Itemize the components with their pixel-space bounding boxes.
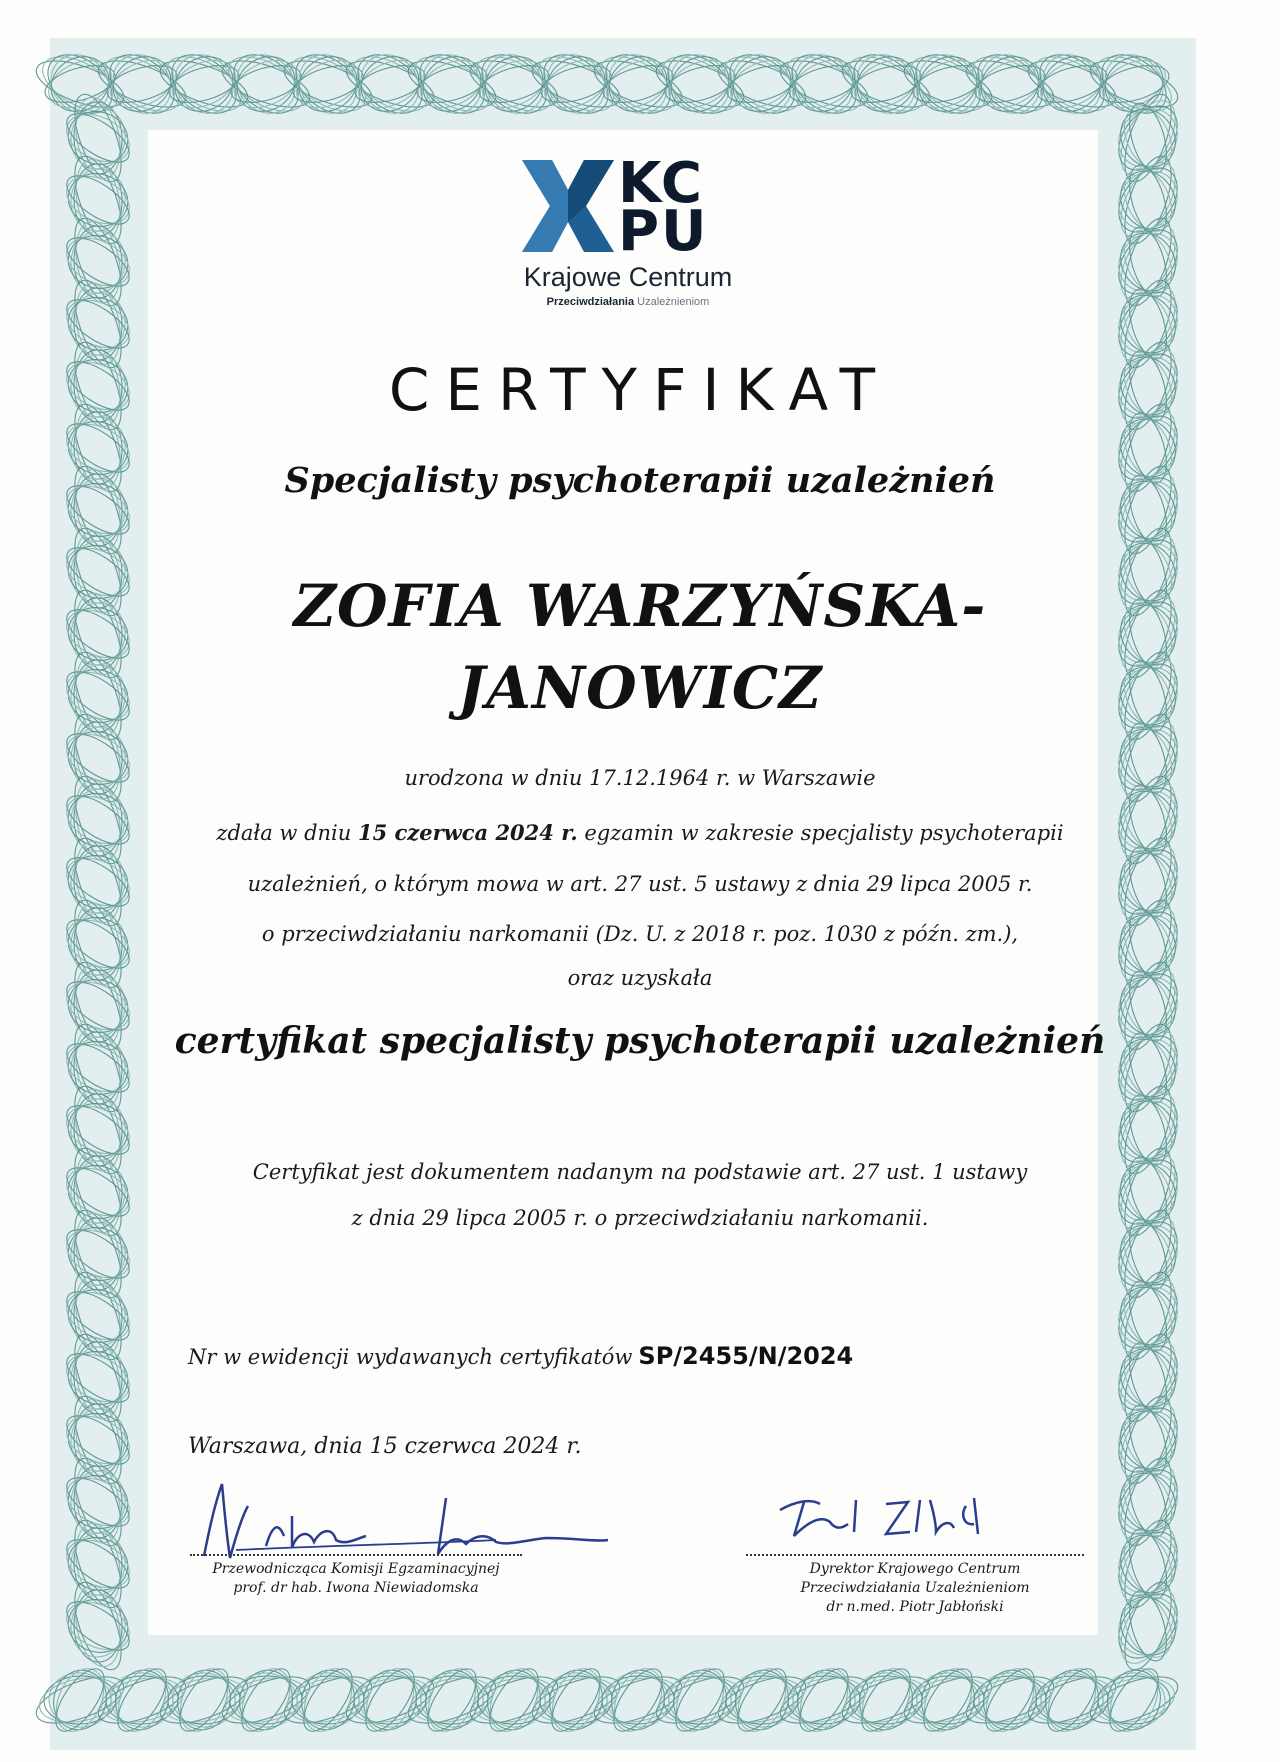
holder-name-line1: ZOFIA WARZYŃSKA- bbox=[293, 572, 987, 640]
registry-label: Nr w ewidencji wydawanych certyfikatów bbox=[188, 1345, 633, 1369]
signature-caption-left bbox=[190, 1560, 522, 1598]
obtained-line: oraz uzyskała bbox=[567, 966, 713, 990]
signature-line-right bbox=[746, 1554, 1084, 1556]
left-signatory-name: prof. dr hab. Iwona Niewiadomska bbox=[233, 1580, 479, 1596]
logo-letters-bottom: PU bbox=[618, 199, 709, 264]
signature-line-left bbox=[190, 1554, 522, 1556]
logo-subtitle bbox=[522, 296, 734, 308]
kcpu-cross-logo-icon bbox=[522, 160, 614, 252]
certificate-statement: certyfikat specjalisty psychoterapii uzależnień bbox=[174, 1020, 1106, 1062]
certificate-subtitle: Specjalisty psychoterapii uzależnień bbox=[284, 460, 996, 501]
right-signatory-name: dr n.med. Piotr Jabłoński bbox=[826, 1599, 1004, 1615]
logo-name: Krajowe Centrum bbox=[523, 262, 733, 292]
registry-entry bbox=[188, 1342, 853, 1370]
logo-sub-light: Uzależnieniom bbox=[637, 296, 710, 308]
legal-note-line1: Certyfikat jest dokumentem nadanym na podstawie art. 27 ust. 1 ustawy bbox=[252, 1160, 1028, 1184]
logo-letters-top: KC bbox=[618, 151, 704, 216]
exam-line-post: egzamin w zakresie specjalisty psychoterapii bbox=[577, 821, 1064, 845]
exam-date: 15 czerwca 2024 r. bbox=[357, 820, 578, 845]
logo-sub-bold: Przeciwdziałania bbox=[546, 296, 635, 308]
exam-line-pre: zdała w dniu bbox=[216, 821, 358, 845]
handwritten-signature-right bbox=[770, 1480, 990, 1550]
handwritten-signature-left bbox=[196, 1476, 616, 1566]
exam-line bbox=[0, 820, 1280, 845]
logo-monogram bbox=[618, 151, 709, 264]
registry-number: SP/2455/N/2024 bbox=[638, 1342, 854, 1370]
legal-basis-line: uzależnień, o którym mowa w art. 27 ust. 5 ustawy z dnia 29 lipca 2005 r. bbox=[247, 872, 1033, 896]
right-signatory-role: Dyrektor Krajowego Centrum bbox=[809, 1561, 1021, 1577]
signature-caption-right bbox=[746, 1560, 1084, 1617]
left-signatory-role: Przewodnicząca Komisji Egzaminacyjnej bbox=[212, 1561, 500, 1577]
place-and-date: Warszawa, dnia 15 czerwca 2024 r. bbox=[188, 1434, 582, 1459]
kcpu-logo bbox=[522, 151, 734, 312]
legal-note-line2: z dnia 29 lipca 2005 r. o przeciwdziałaniu narkomanii. bbox=[351, 1206, 929, 1230]
birth-line: urodzona w dniu 17.12.1964 r. w Warszawie bbox=[404, 766, 876, 790]
holder-name-line2: JANOWICZ bbox=[457, 654, 823, 722]
journal-reference-line: o przeciwdziałaniu narkomanii (Dz. U. z 2018 r. poz. 1030 z późn. zm.), bbox=[261, 922, 1019, 946]
right-signatory-role2: Przeciwdziałania Uzależnieniom bbox=[800, 1580, 1030, 1596]
certificate-title: CERTYFIKAT bbox=[388, 356, 892, 424]
